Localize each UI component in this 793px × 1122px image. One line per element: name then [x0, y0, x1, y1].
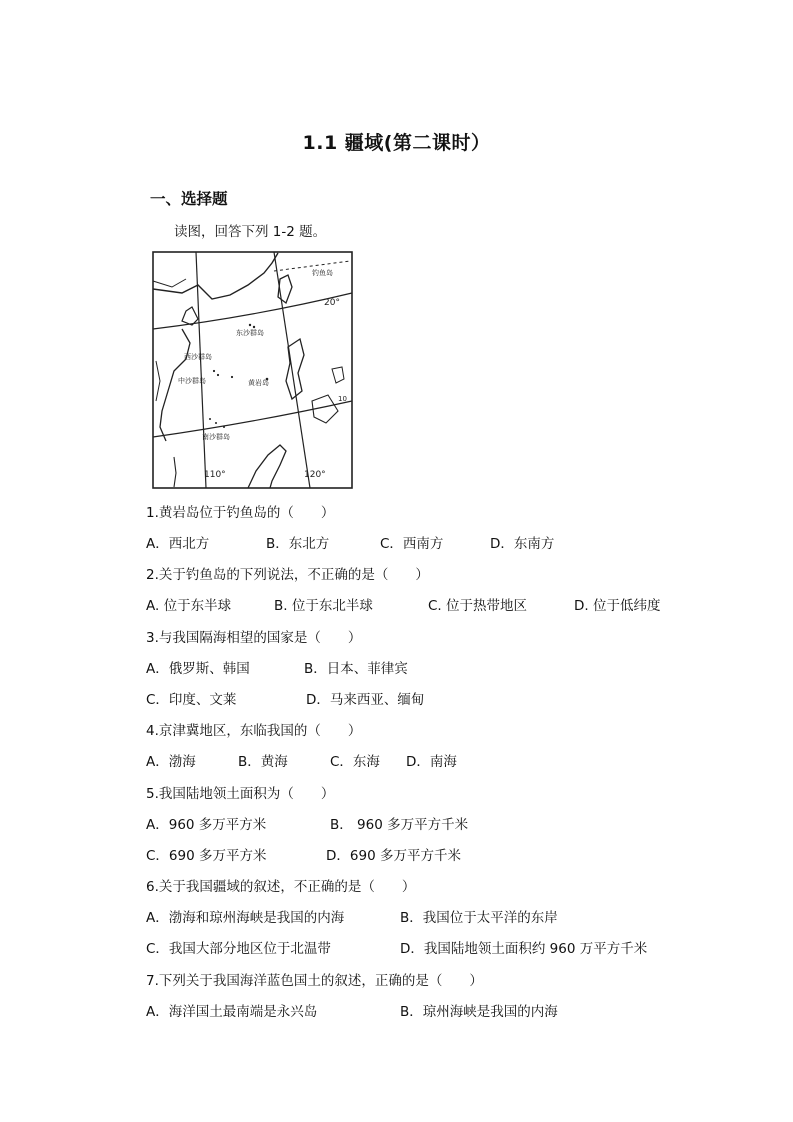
question-2-stem: 2.关于钓鱼岛的下列说法，不正确的是（ ） [146, 567, 429, 583]
question-5-stem: 5.我国陆地领土面积为（ ） [146, 786, 335, 802]
map-label-lon110: 110° [204, 470, 226, 480]
question-7-stem: 7.下列关于我国海洋蓝色国土的叙述，正确的是（ ） [146, 973, 483, 989]
q3-option-c: C．印度、文莱 [146, 692, 237, 708]
intro-text: 读图，回答下列 1-2 题。 [174, 224, 327, 240]
map-label-zhongsha: 中沙群岛 [178, 377, 206, 385]
map-label-huangyan: 黄岩岛 [248, 379, 269, 387]
question-3-stem: 3.与我国隔海相望的国家是（ ） [146, 630, 362, 646]
q6-option-b: B．我国位于太平洋的东岸 [400, 910, 558, 926]
q5-option-a: A．960 多万平方米 [146, 817, 267, 833]
q2-option-c: C. 位于热带地区 [428, 598, 528, 614]
map-label-dongsha: 东沙群岛 [236, 329, 264, 337]
q5-option-b: B． 960 多万平方千米 [330, 817, 469, 833]
q3-option-b: B．日本、菲律宾 [304, 661, 408, 677]
south-china-sea-map [152, 251, 353, 489]
q4-option-b: B．黄海 [238, 754, 288, 770]
q7-option-b: B．琼州海峡是我国的内海 [400, 1004, 558, 1020]
q1-option-d: D．东南方 [490, 536, 555, 552]
map-label-diaoyu: 钓鱼岛 [312, 269, 333, 277]
q7-option-a: A．海洋国土最南端是永兴岛 [146, 1004, 318, 1020]
q4-option-d: D．南海 [406, 754, 457, 770]
q6-option-a: A．渤海和琼州海峡是我国的内海 [146, 910, 345, 926]
q2-option-a: A. 位于东半球 [146, 598, 232, 614]
map-label-xisha: 西沙群岛 [184, 353, 212, 361]
q5-option-d: D．690 多万平方千米 [326, 848, 461, 864]
page-title: 1.1 疆域(第二课时） [302, 132, 491, 154]
q1-option-c: C．西南方 [380, 536, 444, 552]
map-label-lon120: 120° [304, 470, 326, 480]
q6-option-c: C．我国大部分地区位于北温带 [146, 941, 331, 957]
q2-option-b: B. 位于东北半球 [274, 598, 373, 614]
map-label-10: 10 [338, 395, 347, 403]
q4-option-c: C．东海 [330, 754, 380, 770]
map-label-lat20: 20° [324, 298, 340, 308]
q2-option-d: D. 位于低纬度 [574, 598, 661, 614]
q1-option-a: A．西北方 [146, 536, 210, 552]
q6-option-d: D．我国陆地领土面积约 960 万平方千米 [400, 941, 648, 957]
q3-option-a: A．俄罗斯、韩国 [146, 661, 250, 677]
question-1-stem: 1.黄岩岛位于钓鱼岛的（ ） [146, 505, 335, 521]
section-heading: 一、选择题 [150, 190, 228, 208]
question-4-stem: 4.京津冀地区，东临我国的（ ） [146, 723, 362, 739]
map-label-nansha: 南沙群岛 [202, 433, 230, 441]
question-6-stem: 6.关于我国疆域的叙述，不正确的是（ ） [146, 879, 416, 895]
q1-option-b: B．东北方 [266, 536, 330, 552]
q5-option-c: C．690 多万平方米 [146, 848, 267, 864]
q3-option-d: D．马来西亚、缅甸 [306, 692, 425, 708]
q4-option-a: A．渤海 [146, 754, 196, 770]
